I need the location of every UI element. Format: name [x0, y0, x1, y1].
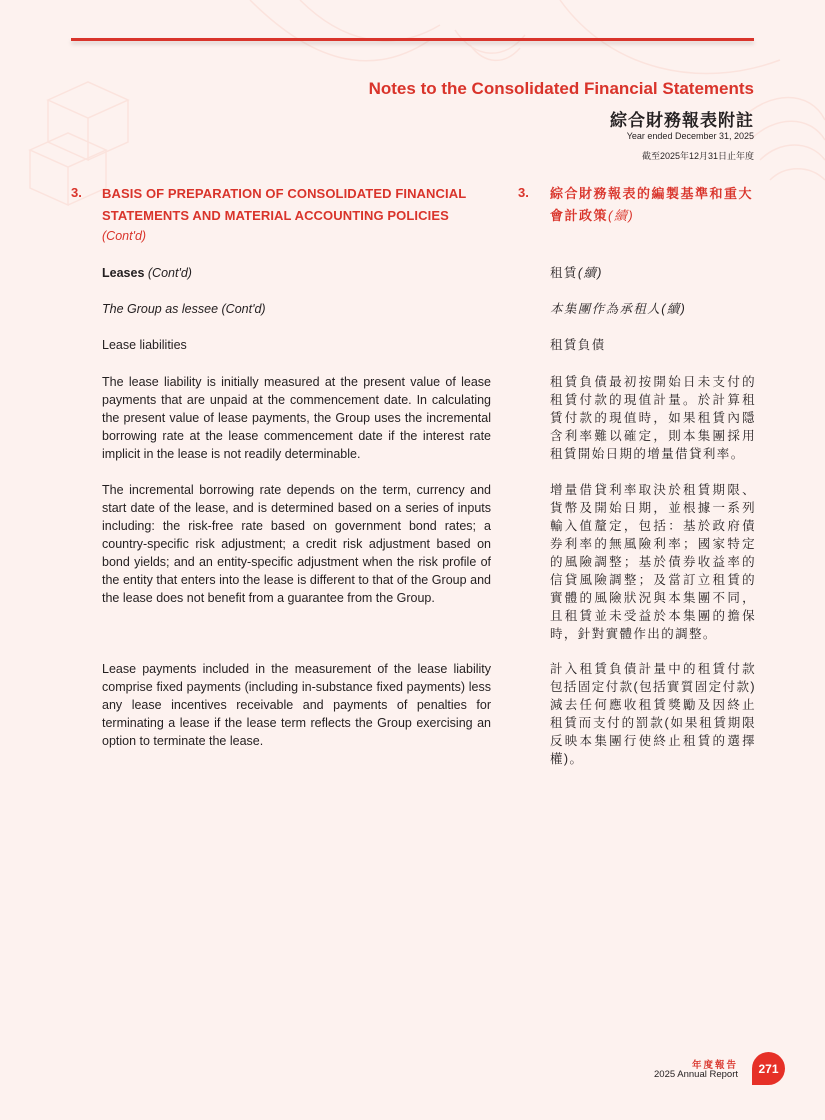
lessee-heading-zh: 本集團作為承租人(續): [550, 302, 687, 316]
header-year-zh: 截至2025年12月31日止年度: [641, 151, 754, 161]
header-title-en: Notes to the Consolidated Financial Statements: [368, 79, 754, 98]
paragraph-1-zh: 租賃負債最初按開始日未支付的租賃付款的現值計量。於計算租賃付款的現值時，如果租賃內隱含利率難以確定，則本集團採用租賃開始日期的增量借貸利率。: [550, 375, 756, 461]
paragraph-3-zh: 計入租賃負債計量中的租賃付款包括固定付款(包括實質固定付款)減去任何應收租賃獎勵及因終止租賃而支付的罰款(如果租賃期限反映本集團行使終止租賃的選擇權)。: [550, 662, 756, 766]
section-number-zh: 3.: [518, 185, 529, 200]
liabilities-heading-zh: 租賃負債: [550, 338, 606, 352]
liabilities-heading-en: Lease liabilities: [102, 338, 187, 352]
section-title-zh: [550, 183, 760, 227]
footer-label-en: 2025 Annual Report: [654, 1069, 738, 1080]
page-number-badge: 271: [752, 1052, 785, 1085]
section-number-en: 3.: [71, 185, 82, 200]
leases-heading-zh: [550, 264, 756, 282]
leases-heading-en-text: Leases: [102, 266, 145, 280]
section-title-en: BASIS OF PREPARATION OF CONSOLIDATED FINANCIAL STATEMENTS AND MATERIAL ACCOUNTING POLICIES: [102, 186, 467, 223]
header-rule: [71, 38, 754, 41]
leases-cont-zh: (續): [577, 266, 603, 280]
footer-label-zh: 年度報告: [691, 1060, 738, 1071]
lessee-heading-en: The Group as lessee (Cont'd): [102, 302, 266, 316]
leases-cont-en: (Cont'd): [147, 266, 192, 280]
header-title-zh: 綜合財務報表附註: [610, 111, 754, 130]
leases-heading-zh-text: 租賃: [550, 266, 578, 280]
paragraph-1-en: The lease liability is initially measured at the present value of lease payments that are unpaid at the commencement date. In calculating the present value of lease payments, the Group uses the incremental borrowing rate at the lease commencement date if the interest rate implicit in the lease is not readily determinable.: [102, 375, 491, 461]
paragraph-2-zh: 增量借貸利率取決於租賃期限、貨幣及開始日期，並根據一系列輸入值釐定，包括：基於政府債券利率的無風險利率；國家特定的風險調整；基於債券收益率的信貸風險調整；及當訂立租賃的實體的風險狀況與本集團不同，且租賃並未受益於本集團的擔保時，針對實體作出的調整。: [550, 483, 756, 641]
paragraph-3-en: Lease payments included in the measurement of the lease liability comprise fixed payments (including in-substance fixed payments) less any lease incentives receivable and payments of penalties for terminating a lease if the lease term reflects the Group exercising an option to terminate the lease.: [102, 662, 491, 748]
leases-heading-en: [102, 264, 491, 282]
header-year-en: Year ended December 31, 2025: [626, 131, 754, 141]
section-cont-en: (Cont'd): [102, 229, 147, 243]
section-cont-zh: (續): [608, 208, 635, 223]
section-title-zh-text: 綜合財務報表的編製基準和重大會計政策: [550, 186, 754, 223]
paragraph-2-en: The incremental borrowing rate depends on the term, currency and start date of the lease, and is determined based on a series of inputs including: the risk-free rate based on government bond rates; a country-specific risk adjustment; a credit risk adjustment based on bond yields; and an entity-specific adjustment when the risk profile of the entity that enters into the lease is different to that of the Group and the lease does not benefit from a guarantee from the Group.: [102, 483, 491, 605]
